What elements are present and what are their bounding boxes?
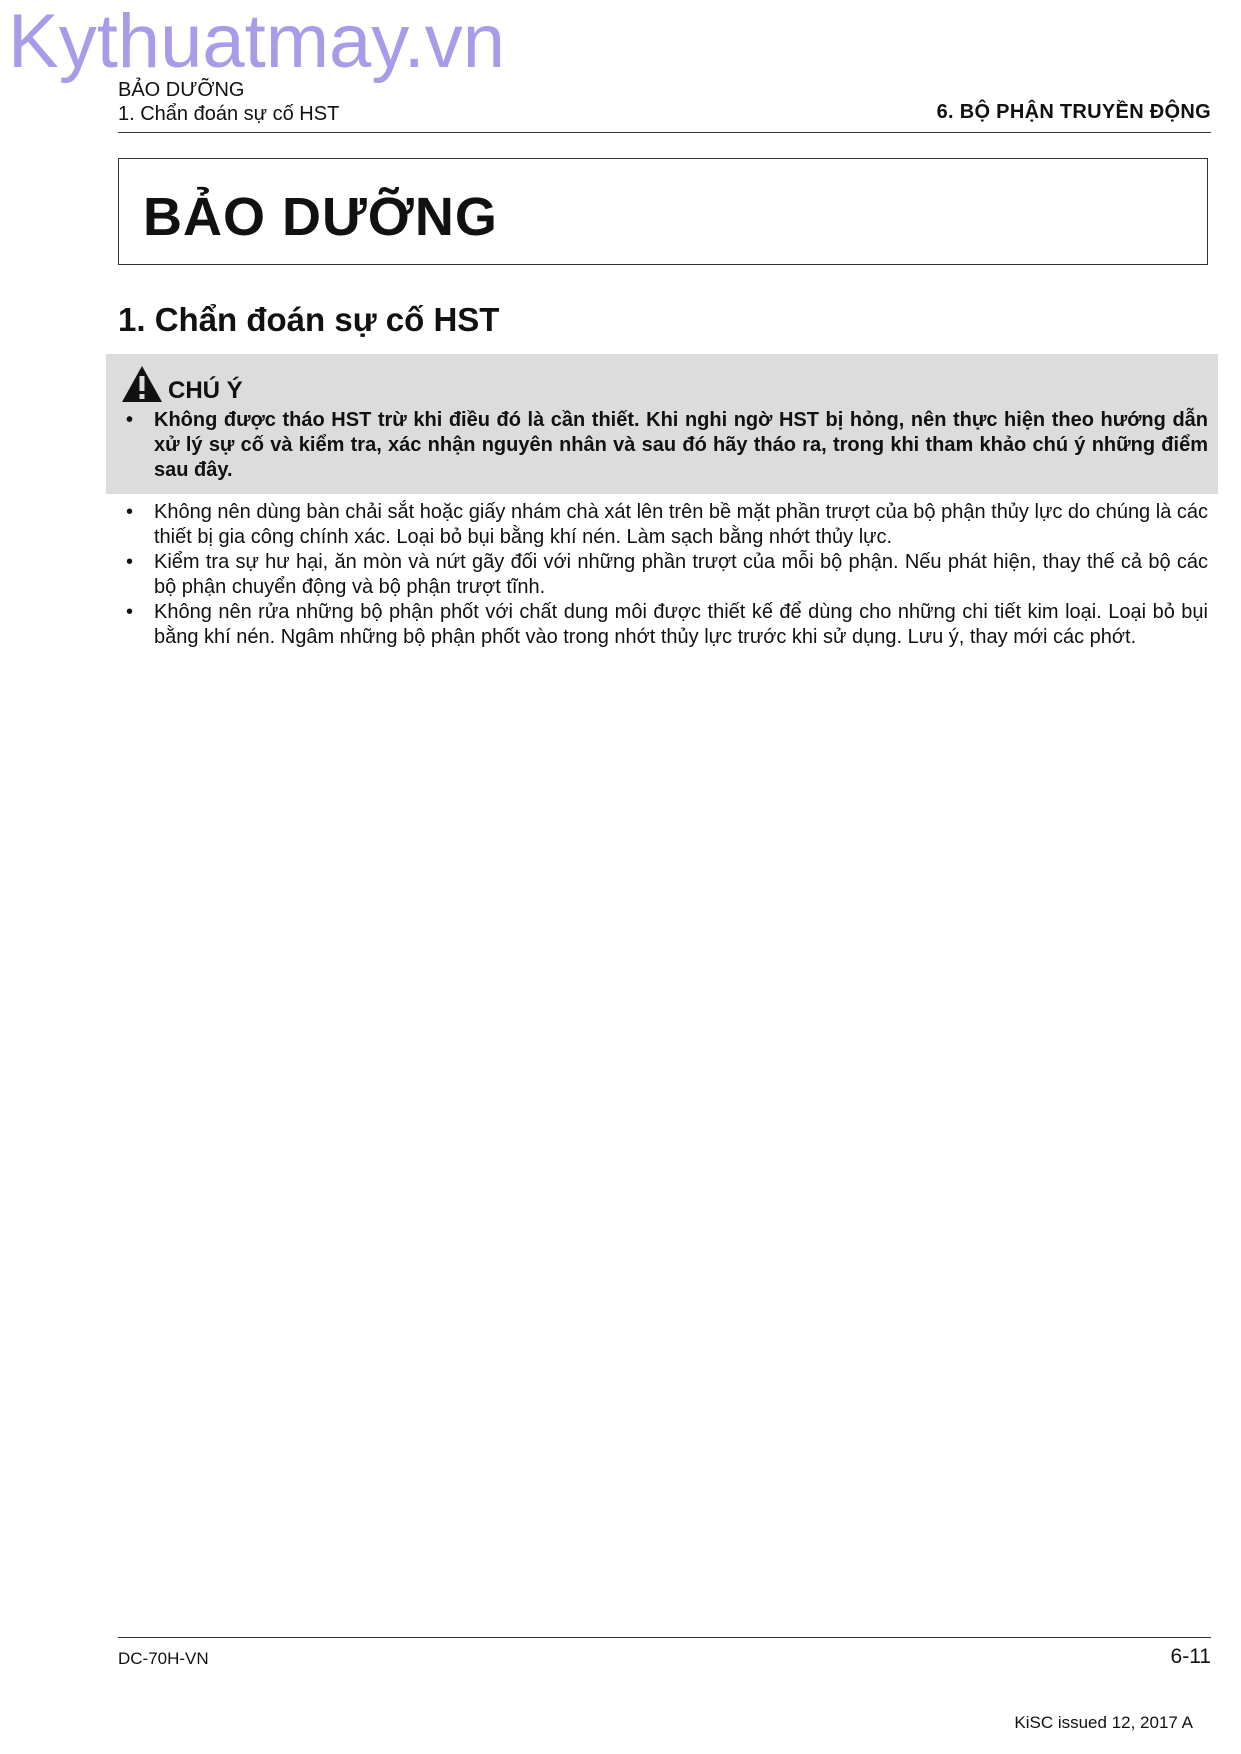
footer-divider xyxy=(118,1637,1211,1638)
issue-note: KiSC issued 12, 2017 A xyxy=(1014,1713,1193,1732)
bullet-mark: • xyxy=(126,409,134,431)
caution-header xyxy=(120,364,243,404)
list-item xyxy=(126,550,1208,600)
note-text: Kiểm tra sự hư hại, ăn mòn và nứt gãy đối với những phần trượt của mỗi bộ phận. Nếu phát hiện, thay thế cả bộ các bộ phận chuyển động và bộ phận trượt tĩnh. xyxy=(154,551,1208,598)
warning-icon xyxy=(120,364,164,404)
caution-text: Không được tháo HST trừ khi điều đó là cần thiết. Khi nghi ngờ HST bị hỏng, nên thực hiện theo hướng dẫn xử lý sự cố và kiểm tra, xác nhận nguyên nhân và sau đó hãy tháo ra, trong khi tham khảo chú ý những điểm sau đây. xyxy=(154,409,1208,481)
watermark: Kythuatmay.vn xyxy=(8,0,506,84)
notes-list xyxy=(126,500,1208,650)
caution-label: CHÚ Ý xyxy=(168,377,243,404)
caution-list xyxy=(126,408,1208,483)
running-header xyxy=(118,78,339,126)
header-chapter: 6. BỘ PHẬN TRUYỀN ĐỘNG xyxy=(936,101,1211,123)
caution-item xyxy=(126,408,1208,483)
list-item xyxy=(126,600,1208,650)
header-section: BẢO DƯỠNG xyxy=(118,79,245,101)
section-title: 1. Chẩn đoán sự cố HST xyxy=(118,301,500,338)
list-item xyxy=(126,500,1208,550)
bullet-mark: • xyxy=(126,551,134,573)
doc-code: DC-70H-VN xyxy=(118,1649,209,1668)
note-text: Không nên rửa những bộ phận phốt với chất dung môi được thiết kế để dùng cho những chi tiết kim loại. Loại bỏ bụi bằng khí nén. Ngâm những bộ phận phốt vào trong nhớt thủy lực trước khi sử dụng. Lưu ý, thay mới các phớt. xyxy=(154,601,1208,648)
bullet-mark: • xyxy=(126,601,134,623)
title-box xyxy=(118,158,1208,265)
header-subsection: 1. Chẩn đoán sự cố HST xyxy=(118,103,340,125)
bullet-mark: • xyxy=(126,501,134,523)
caution-box xyxy=(106,354,1218,494)
page-number: 6-11 xyxy=(1170,1645,1211,1668)
page-title: BẢO DƯỠNG xyxy=(143,187,498,247)
header-divider xyxy=(118,132,1211,133)
note-text: Không nên dùng bàn chải sắt hoặc giấy nhám chà xát lên trên bề mặt phần trượt của bộ phận thủy lực do chúng là các thiết bị gia công chính xác. Loại bỏ bụi bằng khí nén. Làm sạch bằng nhớt thủy lực. xyxy=(154,501,1208,548)
